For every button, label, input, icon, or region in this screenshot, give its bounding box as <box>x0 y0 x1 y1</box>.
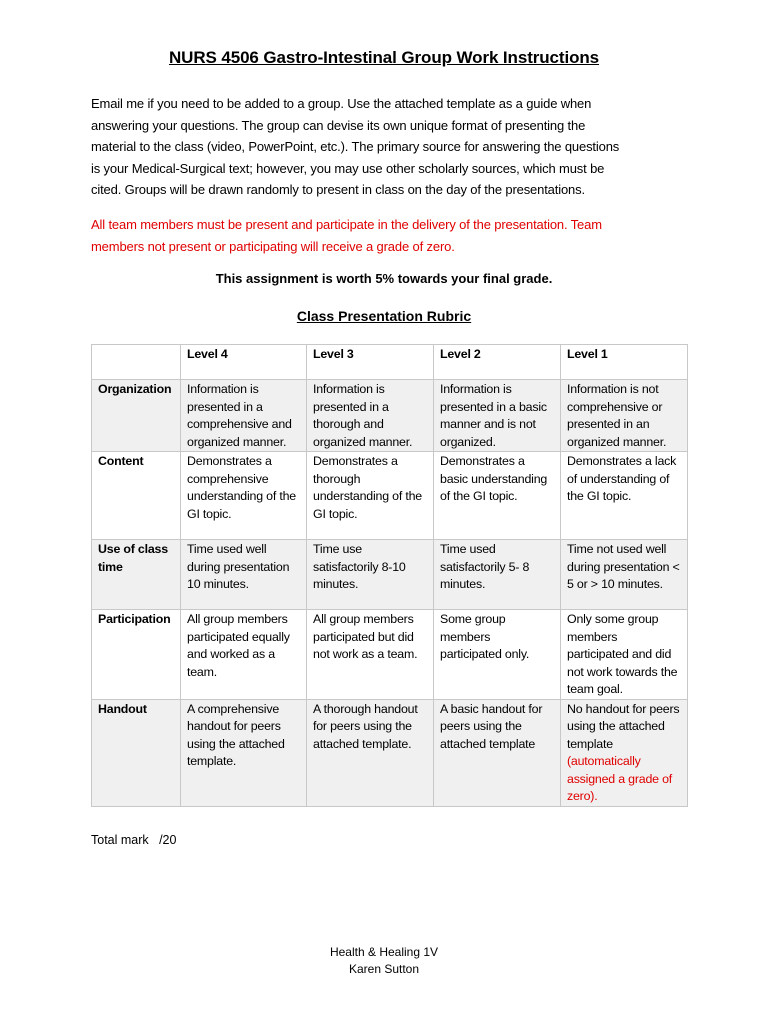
rubric-cell-with-note <box>561 699 688 806</box>
grade-weight-statement: This assignment is worth 5% towards your final grade. <box>215 271 553 286</box>
warning-line: All team members must be present and participate in the delivery of the presentation. Team <box>91 217 602 232</box>
rubric-cell: A thorough handout for peers using the attached template. <box>307 699 434 806</box>
rubric-cell: Only some group members participated and did not work towards the team goal. <box>561 610 688 700</box>
zero-grade-note: (automatically assigned a grade of zero). <box>567 754 673 803</box>
rubric-cell: A comprehensive handout for peers using the attached template. <box>181 699 307 806</box>
intro-line: material to the class (video, PowerPoint, etc.). The primary source for answering the questions <box>91 139 620 154</box>
intro-paragraph <box>91 93 681 201</box>
rubric-cell: Time used satisfactorily 5- 8 minutes. <box>434 540 561 610</box>
rubric-row-participation <box>92 610 688 700</box>
rubric-row-content <box>92 452 688 540</box>
rubric-title: Class Presentation Rubric <box>296 308 472 324</box>
rubric-header-row <box>92 345 688 380</box>
attendance-warning <box>91 214 681 257</box>
rubric-row-handout <box>92 699 688 806</box>
rubric-row-label: Participation <box>92 610 181 700</box>
rubric-cell: All group members participated equally and worked as a team. <box>181 610 307 700</box>
rubric-header-cell <box>92 345 181 380</box>
rubric-row-label: Handout <box>92 699 181 806</box>
rubric-cell: Information is presented in a comprehensive and organized manner. <box>181 380 307 452</box>
rubric-cell: Demonstrates a comprehensive understanding of the GI topic. <box>181 452 307 540</box>
rubric-cell: Demonstrates a lack of understanding of the GI topic. <box>561 452 688 540</box>
intro-line: is your Medical-Surgical text; however, you may use other scholarly sources, which must be <box>91 160 605 176</box>
intro-line: answering your questions. The group can devise its own unique format of presenting the <box>91 117 586 133</box>
rubric-row-label: Use of class time <box>92 540 181 610</box>
rubric-cell: Information is presented in a thorough and organized manner. <box>307 380 434 452</box>
footer-course: Health & Healing 1V <box>329 945 439 959</box>
document-title: NURS 4506 Gastro-Intestinal Group Work Instructions <box>168 48 600 67</box>
rubric-cell: Demonstrates a thorough understanding of the GI topic. <box>307 452 434 540</box>
rubric-cell-text: No handout for peers using the attached template <box>567 701 680 751</box>
rubric-header-level-4: Level 4 <box>181 345 307 380</box>
rubric-cell: Demonstrates a basic understanding of the GI topic. <box>434 452 561 540</box>
rubric-row-use-of-class-time <box>92 540 688 610</box>
rubric-header-level-2: Level 2 <box>434 345 561 380</box>
rubric-cell: Information is not comprehensive or presented in an organized manner. <box>561 380 688 452</box>
rubric-cell: Time used well during presentation 10 minutes. <box>181 540 307 610</box>
rubric-cell: Time use satisfactorily 8-10 minutes. <box>307 540 434 610</box>
rubric-cell: All group members participated but did not work as a team. <box>307 610 434 700</box>
rubric-cell: Some group members participated only. <box>434 610 561 700</box>
rubric-cell: Time not used well during presentation < 5 or > 10 minutes. <box>561 540 688 610</box>
rubric-cell: A basic handout for peers using the attached template <box>434 699 561 806</box>
rubric-row-label: Content <box>92 452 181 540</box>
rubric-row-label: Organization <box>92 380 181 452</box>
intro-line: cited. Groups will be drawn randomly to present in class on the day of the presentations. <box>91 182 585 197</box>
rubric-header-level-3: Level 3 <box>307 345 434 380</box>
page-footer <box>0 944 768 978</box>
footer-author: Karen Sutton <box>348 962 420 976</box>
total-mark: Total mark /20 <box>91 833 177 847</box>
rubric-header-level-1: Level 1 <box>561 345 688 380</box>
rubric-cell: Information is presented in a basic manner and is not organized. <box>434 380 561 452</box>
warning-line: members not present or participating will receive a grade of zero. <box>91 238 455 254</box>
rubric-table <box>91 344 688 807</box>
rubric-row-organization <box>92 380 688 452</box>
intro-line: Email me if you need to be added to a group. Use the attached template as a guide when <box>91 96 592 111</box>
